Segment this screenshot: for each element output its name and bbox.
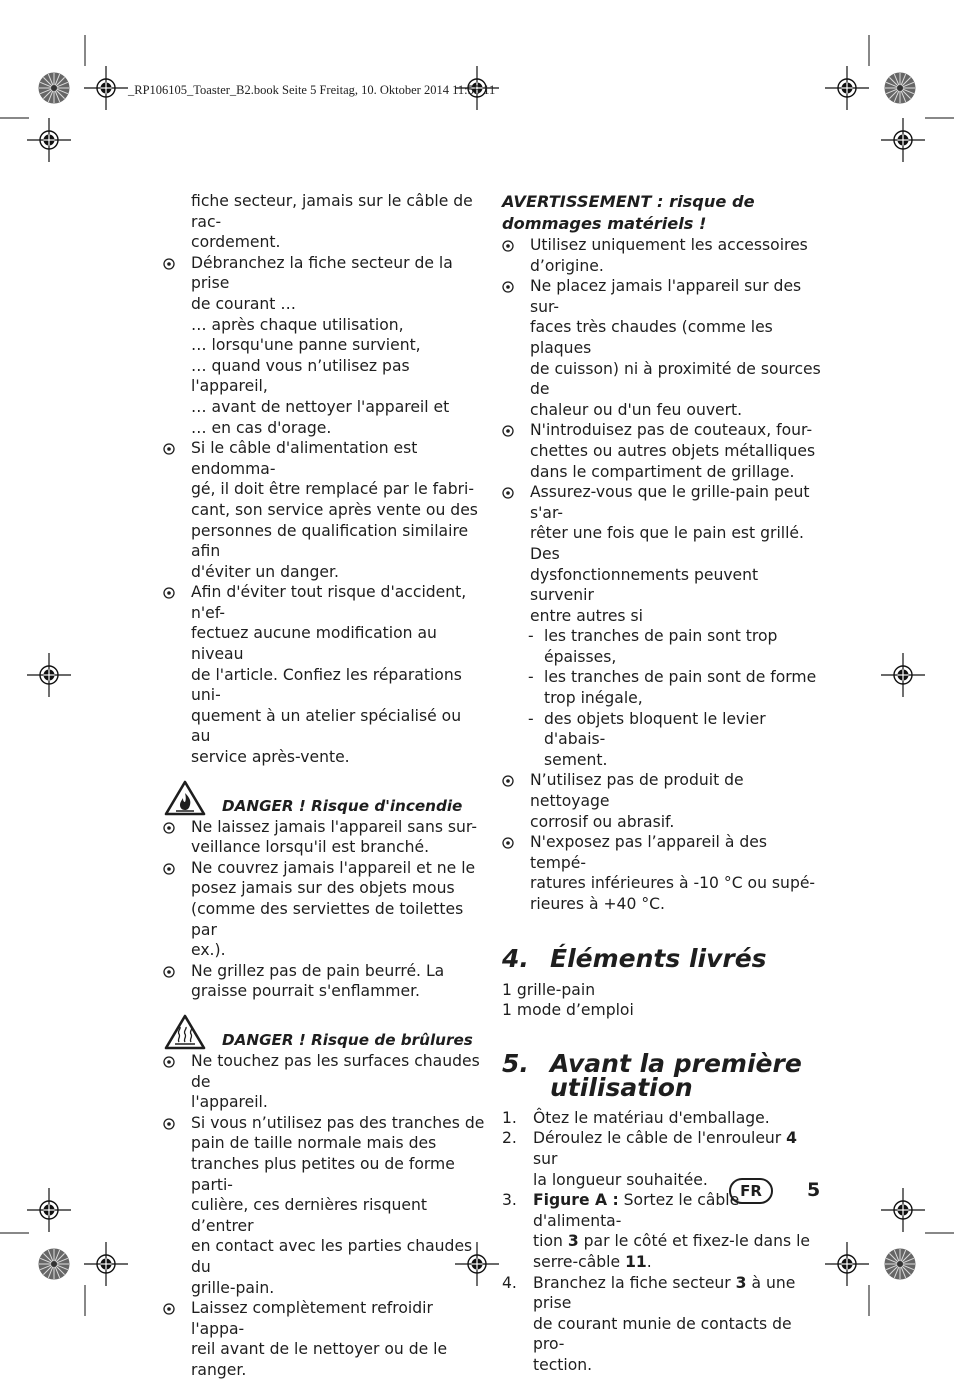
list-item: Ne placez jamais l'appareil sur des sur- faces très chaudes (comme les plaques de cuisson) ni à proximité de sources de chaleur ou d'un feu ouvert. xyxy=(502,276,824,420)
bullet-icon xyxy=(163,822,175,834)
list-item: Si le câble d'alimentation est endomma- gé, il doit être remplacé par le fabri- cant, son service après vente ou des personnes de qualification similaire afin d'éviter un danger. xyxy=(163,438,485,582)
setup-steps xyxy=(502,1108,824,1376)
danger-fire-heading xyxy=(163,779,485,817)
list-item: Afin d'éviter tout risque d'accident, n'ef- fectuez aucune modification au niveau de l'article. Confiez les réparations uni- quement à un atelier spécialisé ou au service après-vente. xyxy=(163,582,485,767)
bullet-icon xyxy=(163,1303,175,1315)
delivery-contents: 1 grille-pain 1 mode d’emploi xyxy=(502,980,634,1020)
list-item: Utilisez uniquement les accessoires d’origine. xyxy=(502,235,824,276)
bullet-icon xyxy=(502,837,514,849)
bullet-icon xyxy=(163,1056,175,1068)
bullet-icon xyxy=(502,425,514,437)
bullet-icon xyxy=(163,863,175,875)
list-item: Si vous n’utilisez pas des tranches de pain de taille normale mais des tranches plus petites ou de forme parti- culière, ces dernières risquent d’entrer en contact avec les parties chaudes du grille-pain. xyxy=(163,1113,485,1298)
bullet-icon xyxy=(502,240,514,252)
continued-paragraph: fiche secteur, jamais sur le câble de rac- cordement. xyxy=(191,192,473,252)
bullet-icon xyxy=(163,587,175,599)
section-5-heading: 5. Avant la première utilisation xyxy=(502,1048,802,1102)
page-number: 5 xyxy=(807,1179,821,1201)
danger-fire-title: DANGER ! Risque d'incendie xyxy=(222,797,463,816)
step-item: 4. Branchez la fiche secteur 3 à une prise de courant munie de contacts de pro- tection. xyxy=(502,1273,796,1374)
list-item: Ne laissez jamais l'appareil sans sur- veillance lorsqu'il est branché. xyxy=(163,817,485,858)
left-column xyxy=(163,191,485,1380)
list-item: Ne couvrez jamais l'appareil et ne le posez jamais sur des objets mous (comme des serviettes de toilettes par ex.). xyxy=(163,858,485,961)
list-item: Ne grillez pas de pain beurré. La graisse pourrait s'enflammer. xyxy=(163,961,485,1002)
list-item: Débranchez la fiche secteur de la prise de courant … … après chaque utilisation, … lorsqu'une panne survient, … quand vous n’utilisez pas l'appareil, … avant de nettoyer l'appareil et … en cas d'orage. xyxy=(163,253,485,438)
bullet-icon xyxy=(502,487,514,499)
book-file-header: _RP106105_Toaster_B2.book Seite 5 Freitag, 10. Oktober 2014 11:55 11 xyxy=(128,83,496,97)
bullet-icon xyxy=(163,443,175,455)
danger-burn-heading xyxy=(163,1013,485,1051)
sub-list-item: - des objets bloquent le levier d'abais- sement. xyxy=(528,709,766,769)
list-item: N'exposez pas l’appareil à des tempé- ratures inférieures à -10 °C ou supé- rieures à +40 °C. xyxy=(502,832,824,914)
list-item: Assurez-vous que le grille-pain peut s'ar- rêter une fois que le pain est grillé. Des dysfonctionnements peuvent survenir entre autres si xyxy=(502,482,824,626)
bullet-icon xyxy=(502,775,514,787)
right-column xyxy=(502,191,824,1376)
sub-list-item: - les tranches de pain sont trop épaisses, xyxy=(528,627,778,666)
section-4-heading: 4. Éléments livrés xyxy=(502,943,767,973)
sub-list-item: - les tranches de pain sont de forme trop inégale, xyxy=(528,668,817,708)
list-item: Laissez complètement refroidir l'appa- reil avant de le nettoyer ou de le ranger. xyxy=(163,1298,485,1380)
language-badge: FR xyxy=(729,1178,773,1204)
warning-heading: AVERTISSEMENT : risque de dommages matériels ! xyxy=(502,192,755,233)
step-item: 3. Figure A : Sortez le câble d'alimenta- tion 3 par le côté et fixez-le dans le serre-câble 11. xyxy=(502,1191,810,1271)
step-item: 1. Ôtez le matériau d'emballage. xyxy=(502,1108,770,1127)
bullet-icon xyxy=(163,1118,175,1130)
bullet-icon xyxy=(163,258,175,270)
danger-burn-title: DANGER ! Risque de brûlures xyxy=(222,1031,473,1050)
hot-surface-warning-icon xyxy=(163,1013,207,1051)
bullet-icon xyxy=(502,281,514,293)
list-item: Ne touchez pas les surfaces chaudes de l'appareil. xyxy=(163,1051,485,1113)
fire-warning-icon xyxy=(163,779,207,817)
list-item: N’utilisez pas de produit de nettoyage corrosif ou abrasif. xyxy=(502,770,824,832)
list-item: N'introduisez pas de couteaux, four- chettes ou autres objets métalliques dans le compartiment de grillage. xyxy=(502,420,824,482)
step-item: 2. Déroulez le câble de l'enrouleur 4 sur la longueur souhaitée. xyxy=(502,1129,798,1189)
bullet-icon xyxy=(163,966,175,978)
